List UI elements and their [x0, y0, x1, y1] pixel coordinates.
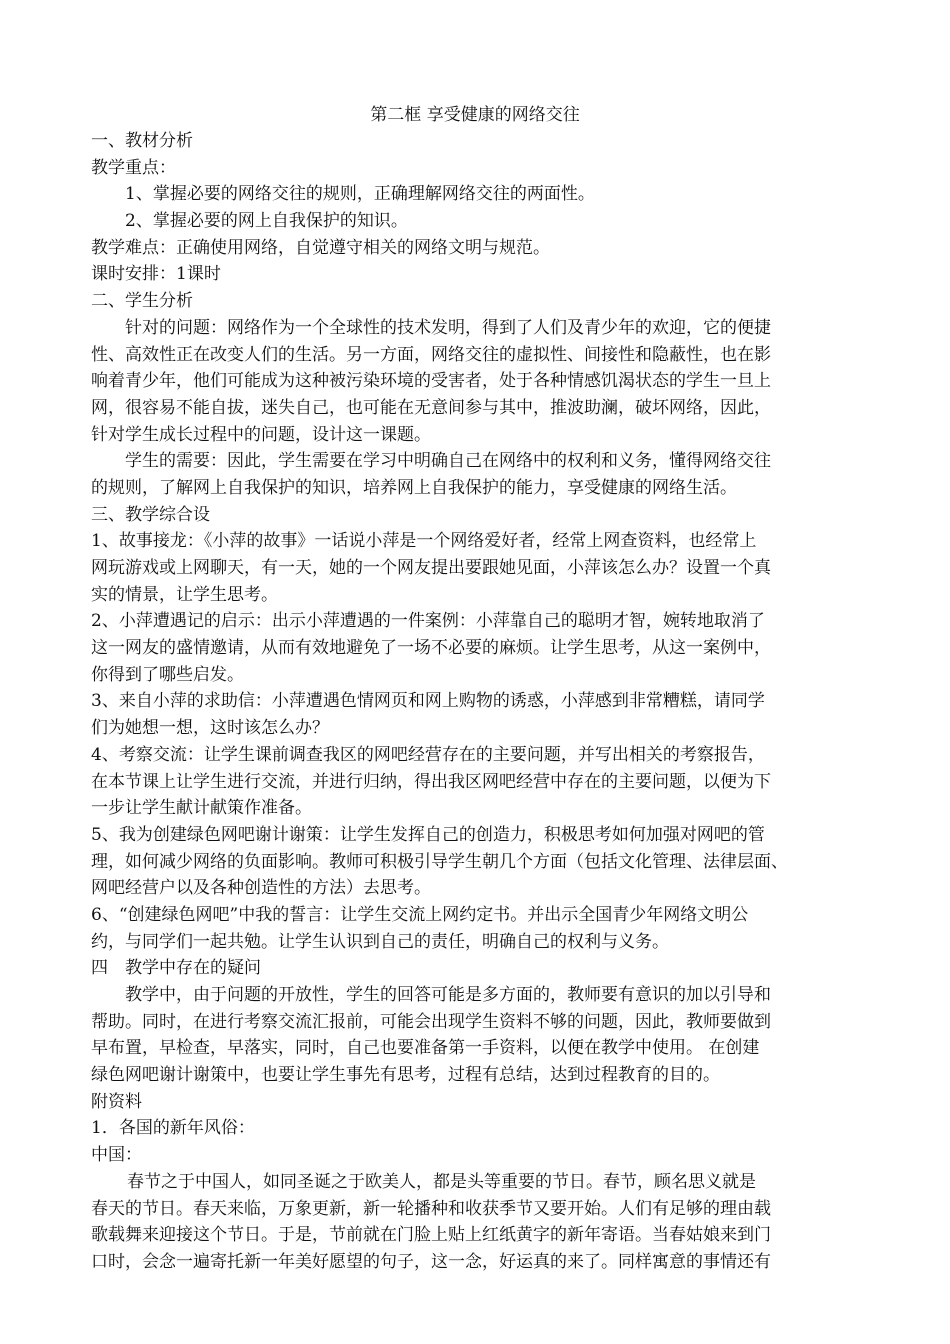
text-line: 课时安排：1课时 — [91, 264, 221, 285]
text-line: 6、“创建绿色网吧”中我的誓言：让学生交流上网约定书。并出示全国青少年网络文明公 — [91, 904, 749, 925]
text-line: 2、小萍遭遇记的启示：出示小萍遭遇的一件案例：小萍靠自己的聪明才智，婉转地取消了 — [91, 611, 765, 632]
text-line: 帮助。同时，在进行考察交流汇报前，可能会出现学生资料不够的问题，因此，教师要做到 — [91, 1011, 771, 1032]
text-line: 2、掌握必要的网上自我保护的知识。 — [125, 211, 408, 232]
text-line: 针对的问题：网络作为一个全球性的技术发明，得到了人们及青少年的欢迎，它的便捷 — [125, 317, 771, 338]
text-line: 四 教学中存在的疑问 — [91, 958, 261, 979]
text-line: 中国： — [91, 1145, 142, 1166]
text-line: 3、来自小萍的求助信：小萍遭遇色情网页和网上购物的诱惑，小萍感到非常糟糕，请同学 — [91, 691, 765, 712]
text-line: 网吧经营户以及各种创造性的方法）去思考。 — [91, 878, 431, 899]
text-line: 早布置，早检查，早落实，同时，自己也要准备第一手资料，以便在教学中使用。 在创建 — [91, 1038, 760, 1059]
text-line: 1、掌握必要的网络交往的规则，正确理解网络交往的两面性。 — [125, 184, 595, 205]
text-line: 网，很容易不能自拔，迷失自己，也可能在无意间参与其中，推波助澜，破坏网络，因此， — [91, 397, 771, 418]
text-line: 约，与同学们一起共勉。让学生认识到自己的责任，明确自己的权利与义务。 — [91, 931, 669, 952]
text-line: 的规则，了解网上自我保护的知识，培养网上自我保护的能力，享受健康的网络生活。 — [91, 477, 737, 498]
text-line: 1．各国的新年风俗： — [91, 1118, 255, 1139]
text-line: 性、高效性正在改变人们的生活。另一方面，网络交往的虚拟性、间接性和隐蔽性，也在影 — [91, 344, 771, 365]
text-line: 春天的节日。春天来临，万象更新，新一轮播种和收获季节又要开始。人们有足够的理由载 — [91, 1198, 771, 1219]
text-line: 这一网友的盛情邀请，从而有效地避免了一场不必要的麻烦。让学生思考，从这一案例中， — [91, 638, 771, 659]
text-line: 教学中，由于问题的开放性，学生的回答可能是多方面的，教师要有意识的加以引导和 — [125, 985, 771, 1005]
text-line: 在本节课上让学生进行交流，并进行归纳，得出我区网吧经营中存在的主要问题，以便为下 — [91, 771, 771, 792]
text-line: 三、教学综合设 — [91, 504, 210, 525]
text-line: 二、学生分析 — [91, 291, 193, 312]
text-line: 教学难点：正确使用网络，自觉遵守相关的网络文明与规范。 — [91, 237, 550, 258]
text-line: 实的情景，让学生思考。 — [91, 584, 278, 605]
text-line: 你得到了哪些启发。 — [91, 664, 244, 685]
text-line: 口时，会念一遍寄托新一年美好愿望的句子，这一念，好运真的来了。同样寓意的事情还有 — [91, 1251, 771, 1272]
text-line: 教学重点： — [91, 157, 176, 178]
text-line: 理，如何减少网络的负面影响。教师可积极引导学生朝几个方面（包括文化管理、法律层面、 — [91, 851, 788, 872]
text-line: 们为她想一想，这时该怎么办？ — [91, 718, 329, 739]
text-line: 学生的需要：因此，学生需要在学习中明确自己在网络中的权利和义务，懂得网络交往 — [125, 451, 771, 472]
text-line: 1、故事接龙：《小萍的故事》一话说小萍是一个网络爱好者，经常上网查资料，也经常上 — [91, 531, 757, 552]
text-line: 一、教材分析 — [91, 131, 193, 151]
text-line: 歌载舞来迎接这个节日。于是，节前就在门脸上贴上红纸黄字的新年寄语。当春姑娘来到门 — [91, 1225, 771, 1246]
text-line: 针对学生成长过程中的问题，设计这一课题。 — [91, 424, 431, 445]
text-line: 绿色网吧谢计谢策中，也要让学生事先有思考，过程有总结，达到过程教育的目的。 — [91, 1065, 720, 1086]
text-line: 春节之于中国人，如同圣诞之于欧美人，都是头等重要的节日。春节，顾名思义就是 — [127, 1171, 756, 1192]
text-line: 一步让学生献计献策作准备。 — [91, 798, 312, 819]
text-line: 附资料 — [91, 1091, 142, 1112]
text-line: 5、我为创建绿色网吧谢计谢策：让学生发挥自己的创造力，积极思考如何加强对网吧的管 — [91, 824, 765, 845]
document-title: 第二框 享受健康的网络交往 — [370, 105, 580, 125]
text-line: 响着青少年，他们可能成为这种被污染环境的受害者，处于各种情感饥渴状态的学生一旦上 — [91, 371, 771, 392]
text-line: 4、考察交流：让学生课前调查我区的网吧经营存在的主要问题，并写出相关的考察报告， — [91, 744, 765, 765]
text-line: 网玩游戏或上网聊天，有一天，她的一个网友提出要跟她见面，小萍该怎么办？设置一个真 — [91, 558, 771, 578]
document-body — [91, 128, 861, 1276]
